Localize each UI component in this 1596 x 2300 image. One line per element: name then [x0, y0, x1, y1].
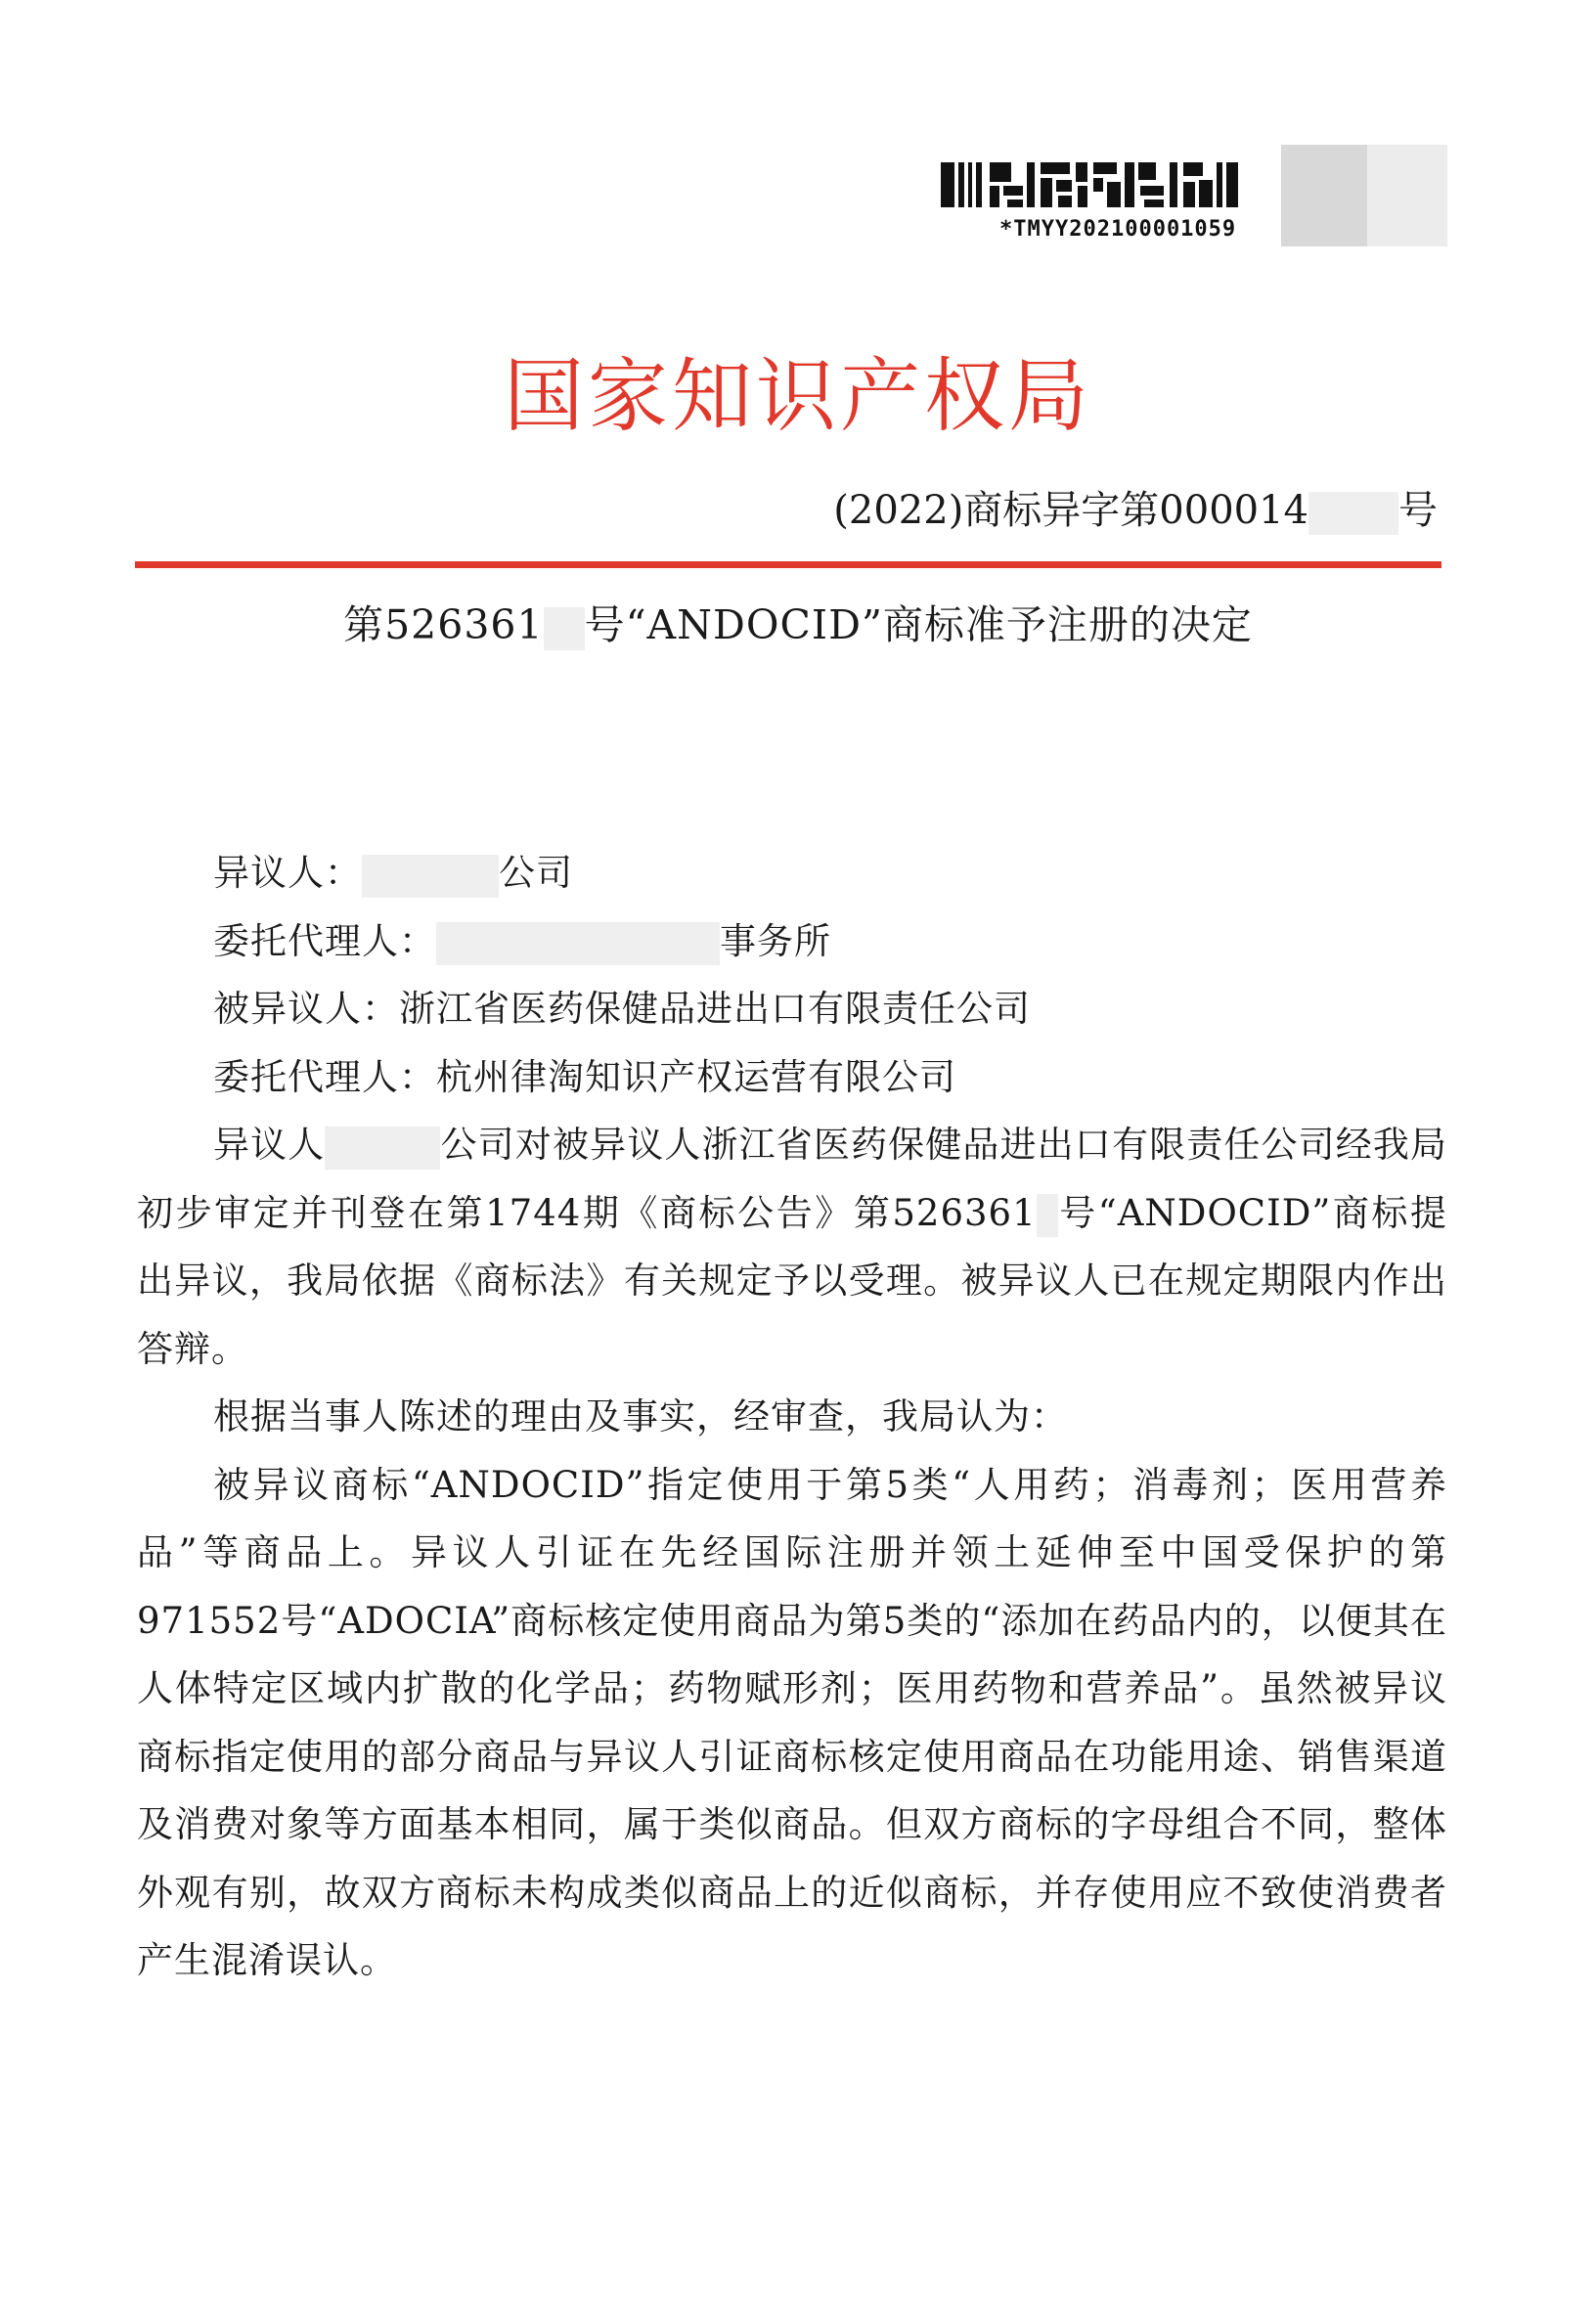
opponent-line	[137, 839, 1447, 907]
respondent-agent-label: 委托代理人：	[213, 1055, 436, 1098]
subject-suffix: 号“ANDOCID”商标准予注册的决定	[584, 601, 1253, 648]
document-number-suffix: 号	[1398, 488, 1438, 533]
respondent-agent-name: 杭州律淘知识产权运营有限公司	[436, 1055, 956, 1098]
opponent-suffix: 公司	[499, 852, 573, 894]
p1-start: 异议人	[213, 1124, 326, 1166]
respondent-line	[137, 975, 1447, 1043]
redaction-block	[325, 1127, 440, 1170]
respondent-agent-line	[137, 1043, 1447, 1112]
issuing-authority-title: 国家知识产权局	[503, 350, 1092, 443]
decision-body	[137, 839, 1447, 1995]
respondent-name: 浙江省医药保健品进出口有限责任公司	[399, 988, 1031, 1030]
p1-end: 号“ANDOCID”商标提出异议，我局依据《商标法》有关规定予以受理。被异议人已在规定期限内作出答辩。	[137, 1191, 1447, 1370]
redaction-block	[436, 922, 720, 965]
opponent-agent-label: 委托代理人：	[213, 919, 436, 962]
opponent-agent-suffix: 事务所	[720, 919, 831, 962]
respondent-label: 被异议人：	[213, 988, 399, 1030]
opponent-label: 异议人：	[213, 852, 362, 894]
redaction-block	[1367, 145, 1447, 246]
paragraph-findings: 被异议商标“ANDOCID”指定使用于第5类“人用药；消毒剂；医用营养品”等商品上。异议人引证在先经国际注册并领土延伸至中国受保护的第971552号“ADOCIA”商标核定使用商品为第5类的“添加在药品内的，以便其在人体特定区域内扩散的化学品；药物赋形剂；医用药物和营养品”。虽然被异议商标指定使用的部分商品与异议人引证商标核定使用商品在功能用途、销售渠道及消费对象等方面基本相同，属于类似商品。但双方商标的字母组合不同，整体外观有别，故双方商标未构成类似商品上的近似商标，并存使用应不致使消费者产生混淆误认。	[137, 1463, 1447, 1981]
redaction-block	[1308, 492, 1398, 535]
barcode-number: *TMYY202100001059	[999, 217, 1237, 242]
p1-mid: 公司对被异议人浙江省医药保健品进出口有限责任公司经我局初步审定并刊登在第1744期《商标公告》第526361	[137, 1124, 1448, 1234]
redaction-block	[1037, 1194, 1058, 1237]
document-number-text: (2022)商标异字第000014	[833, 488, 1308, 533]
redaction-block	[544, 607, 585, 650]
document-number	[833, 479, 1438, 535]
redaction-block	[362, 855, 499, 898]
subject-prefix: 第526361	[343, 601, 544, 648]
barcode-image	[939, 155, 1271, 211]
paragraph-opposition	[137, 1111, 1447, 1383]
paragraph-review-intro: 根据当事人陈述的理由及事实，经审查，我局认为：	[213, 1395, 1068, 1438]
decision-subject	[0, 593, 1596, 650]
redaction-block	[1281, 145, 1367, 246]
opponent-agent-line	[137, 907, 1447, 976]
red-divider	[135, 561, 1441, 568]
